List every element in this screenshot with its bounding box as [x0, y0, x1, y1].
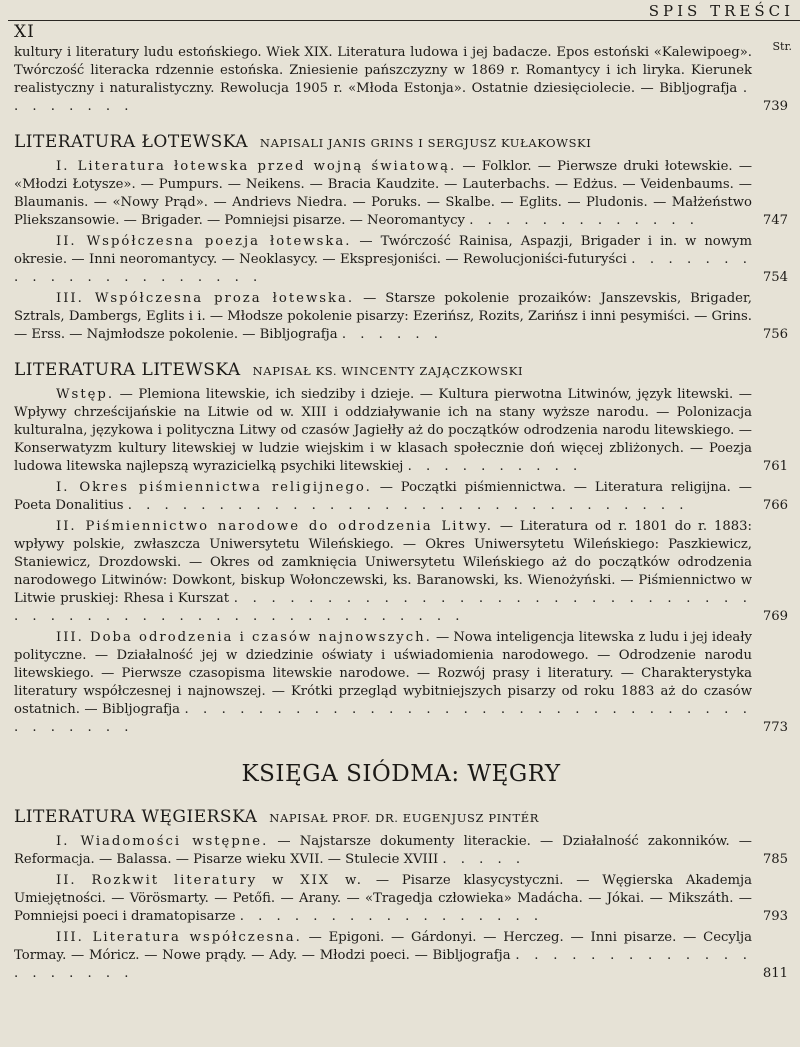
section-heading-latvian [14, 132, 788, 152]
header-rule [8, 20, 800, 21]
entry-head: I. Literatura łotewska przed wojną światową. [56, 159, 457, 174]
entry-text: — Epigoni. — Gárdonyi. — Herczeg. — Inni pisarze. — Cecylja Tormay. — Móricz. — Nowe prądy. — Ady. — Młodzi poeci. — Bibljografja [14, 930, 752, 963]
toc-entry [14, 629, 788, 737]
leader-dots: . . . . . . [341, 327, 443, 342]
section-heading-hungarian [14, 807, 788, 827]
entry-head: III. Doba odrodzenia i czasów najnowszych. [56, 630, 432, 645]
toc-entry-estonian-tail [14, 42, 788, 116]
section-author: NAPISAŁ KS. WINCENTY ZAJĄCZKOWSKI [252, 364, 524, 378]
section-author: NAPISALI JANIS GRINS I SERGJUSZ KUŁAKOWSKI [259, 136, 592, 150]
entry-text: — Starsze pokolenie prozaików: Janszevskis, Brigader, Sztrals, Dambergs, Eglits i i. — Młodsze pokolenie pisarzy: Ezerińsz, Rozits, Zarińsz i inni pesymiści. — Grins. — Erss. — Najmłodsze pokolenie. — Bibljografja [14, 291, 752, 342]
entry-head: I. Okres piśmiennictwa religijnego. [56, 480, 372, 495]
book-heading: KSIĘGA SIÓDMA: WĘGRY [241, 761, 561, 787]
entry-page: 773 [762, 720, 788, 735]
entry-page: 793 [762, 909, 788, 924]
entry-page: 766 [762, 498, 788, 513]
leader-dots: . . . . . . . . . . . . . . . . . . . . . [14, 252, 752, 285]
leader-dots: . . . . . . . . . . . . . . . . . [239, 909, 544, 924]
entry-head: Wstęp. [56, 387, 115, 402]
entry-page: 769 [762, 609, 788, 624]
entry-page: 785 [762, 852, 788, 867]
leader-dots: . . . . . . . . . . . . . . . . . . . . [14, 948, 752, 981]
leader-dots: . . . . . [442, 852, 526, 867]
section-title: LITERATURA LITEWSKA [14, 360, 241, 380]
entry-page: 754 [762, 270, 788, 285]
leader-dots: . . . . . . . . . . . . . . . . . . . . . . . . . . . . . . . . . . . . . . . . . . . . . . . . . . . . . [14, 591, 752, 624]
entry-page: 756 [762, 327, 788, 342]
entry-text: — Początki piśmiennictwa. — Literatura religijna. — Poeta Donalitius [14, 480, 752, 513]
toc-entry [14, 833, 788, 869]
entry-text: — Plemiona litewskie, ich siedziby i dzieje. — Kultura pierwotna Litwinów, język litewski. — Wpływy chrześcijańskie na Litwie od w. XIII i oddziaływanie ich na stany wyższe narodu. — Polonizacja kulturalna, językowa i polityczna Litwy od czasów Jagiełły aż do początków odrodzenia narodu litewskiego. — Konserwatyzm kultury litewskiej w ludzie wiejskim i w klasach społecznie doń więcej zbliżonych. — Poezja ludowa litewska najlepszą wyrazicielką psychiki litewskiej [14, 387, 752, 474]
section-heading-lithuanian [14, 360, 788, 380]
leader-dots: . . . . . . . . [14, 81, 753, 114]
entry-page: 747 [762, 213, 788, 228]
toc-entry [14, 290, 788, 344]
toc-entry [14, 479, 788, 515]
entry-text: — Najstarsze dokumenty literackie. — Działalność zakonników. — Reformacja. — Balassa. — Pisarze wieku XVII. — Stulecie XVIII [14, 834, 752, 867]
section-title: LITERATURA WĘGIERSKA [14, 807, 258, 827]
toc-entry [14, 872, 788, 926]
entry-head: I. Wiadomości wstępne. [56, 834, 269, 849]
entry-head: II. Współczesna poezja łotewska. [56, 234, 352, 249]
page-column-label: Str. [772, 40, 792, 53]
toc-content [14, 42, 788, 986]
entry-page: 761 [762, 459, 788, 474]
entry-text: kultury i literatury ludu estońskiego. Wiek XIX. Literatura ludowa i jej badacze. Epos estoński «Kalewipoeg». Twórczość literacka rdzennie estońska. Zniesienie pańszczyzny w 1869 r. Romantycy i ich liryka. Kierunek realistyczny i naturalistyczny. Rewolucja 1905 r. «Młoda Estonja». Ostatnie dziesięciolecie. — Bibljografja [14, 45, 752, 96]
entry-text: — Twórczość Rainisa, Aspazji, Brigader i in. w nowym okresie. — Inni neoromantycy. — Neoklasycy. — Ekspresjoniści. — Rewolucjoniści-futuryści [14, 234, 752, 267]
leader-dots: . . . . . . . . . . . . . [469, 213, 699, 228]
section-author: NAPISAŁ PROF. DR. EUGENJUSZ PINTÉR [269, 811, 539, 825]
section-title: LITERATURA ŁOTEWSKA [14, 132, 249, 152]
entry-head: II. Rozkwit literatury w XIX w. [56, 873, 363, 888]
entry-page: 739 [762, 99, 788, 114]
entry-head: III. Literatura współczesna. [56, 930, 302, 945]
toc-entry [14, 929, 788, 983]
toc-entry [14, 518, 788, 626]
entry-text: — Literatura od r. 1801 do r. 1883: wpływy polskie, zwłaszcza Uniwersytetu Wileńskiego. — Okres Uniwersytetu Wileńskiego: Paszkiewicz, Staniewicz, Drozdowski. — Okres od zamknięcia Uniwersytetu Wileńskiego aż do początków odrodzenia narodowego Litwinów: Dowkont, biskup Wołonczewski, ks. Baranowski, ks. Wienożyński. — Piśmiennictwo w Litwie pruskiej: Rhesa i Kurszat [14, 519, 752, 606]
entry-head: II. Piśmiennictwo narodowe do odrodzenia Litwy. [56, 519, 493, 534]
toc-entry [14, 158, 788, 230]
page-number: XI [14, 22, 35, 42]
leader-dots: . . . . . . . . . . . . . . . . . . . . . . . . . . . . . . . [127, 498, 689, 513]
leader-dots: . . . . . . . . . . . . . . . . . . . . . . . . . . . . . . . . . . . . . . [14, 702, 752, 735]
entry-page: 811 [762, 966, 788, 981]
toc-entry [14, 386, 788, 476]
entry-head: III. Współczesna proza łotewska. [56, 291, 355, 306]
running-title: SPIS TREŚCI [648, 2, 794, 20]
entry-text: — Nowa inteligencja litewska z ludu i jej ideały polityczne. — Działalność jej w dziedzinie oświaty i uświadomienia narodowego. — Odrodzenie narodu litewskiego. — Pierwsze czasopisma litewskie narodowe. — Rozwój prasy i literatury. — Charakterystyka literatury współczesnej i najnowszej. — Krótki przegląd wybitniejszych pisarzy od roku 1883 aż do czasów ostatnich. — Bibljografja [14, 630, 752, 717]
toc-entry [14, 233, 788, 287]
entry-text: — Folklor. — Pierwsze druki łotewskie. — «Młodzi Łotysze». — Pumpurs. — Neikens. — Bracia Kaudzite. — Lauterbachs. — Edżus. — Veidenbaums. — Blaumanis. — «Nowy Prąd». — Andrievs Niedra. — Poruks. — Skalbe. — Eglits. — Pludonis. — Małżeństwo Pliekszansowie. — Brigader. — Pomniejsi pisarze. — Neoromantycy [14, 159, 753, 228]
entry-text: — Pisarze klasycystyczni. — Węgierska Akademja Umiejętności. — Vörösmarty. — Petőfi. — Arany. — «Tragedja człowieka» Madácha. — Jókai. — Mikszáth. — Pomniejsi poeci i dramatopisarze [14, 873, 752, 924]
leader-dots: . . . . . . . . . . [407, 459, 583, 474]
